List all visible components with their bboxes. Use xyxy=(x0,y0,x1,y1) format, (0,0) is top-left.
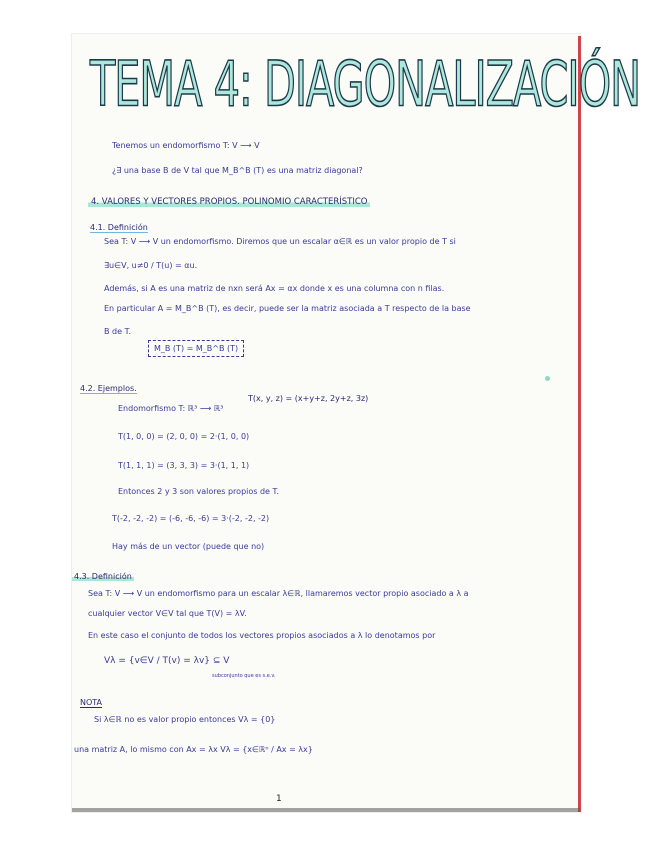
section-heading: 4. VALORES Y VECTORES PROPIOS. POLINOMIO CARACTERÍSTICO xyxy=(88,197,370,207)
paper-edge-right xyxy=(578,36,581,812)
intro-line-2: ¿∃ una base B de V tal que M_B^B (T) es una matriz diagonal? xyxy=(112,166,363,175)
def3-line-3: En este caso el conjunto de todos los vectores propios asociados a λ lo denotamos por xyxy=(88,631,436,640)
def1-line-2: ∃u∈V, u≠0 / T(u) = αu. xyxy=(104,261,198,270)
def3-line-1: Sea T: V ⟶ V un endomorfismo para un escalar λ∈ℝ, llamaremos vector propio asociado a λ a xyxy=(88,589,469,598)
def1-line-4: En particular A = M_B^B (T), es decir, puede ser la matriz asociada a T respecto de la base xyxy=(104,304,471,313)
nota-line-2: una matriz A, lo mismo con Ax = λx Vλ = {x∈ℝⁿ / Ax = λx} xyxy=(74,745,313,754)
intro-line-1: Tenemos un endomorfismo T: V ⟶ V xyxy=(112,141,260,150)
def3-line-2: cualquier vector V∈V tal que T(V) = λV. xyxy=(88,609,247,618)
nota-line-1: Si λ∈ℝ no es valor propio entonces Vλ = {0} xyxy=(94,715,276,724)
subheading-4-3: 4.3. Definición xyxy=(74,572,132,581)
example-line-4: T(1, 1, 1) = (3, 3, 3) = 3·(1, 1, 1) xyxy=(118,461,250,470)
example-line-1: Endomorfismo T: ℝ³ ⟶ ℝ³ xyxy=(118,404,224,413)
example-line-6: T(-2, -2, -2) = (-6, -6, -6) = 3·(-2, -2, -2) xyxy=(112,514,270,523)
def3-note: subconjunto que es s.e.v. xyxy=(212,673,276,679)
example-line-7: Hay más de un vector (puede que no) xyxy=(112,542,265,551)
page-title: TEMA 4: DIAGONALIZACIÓN xyxy=(90,47,641,121)
page-number: 1 xyxy=(276,794,282,804)
subheading-4-2: 4.2. Ejemplos. xyxy=(80,384,137,393)
paper-sheet xyxy=(72,34,580,812)
boxed-formula: M_B (T) = M_B^B (T) xyxy=(148,340,244,357)
ink-dot xyxy=(545,376,550,381)
def1-line-3: Además, si A es una matriz de nxn será Ax = αx donde x es una columna con n filas. xyxy=(104,284,445,293)
subheading-4-1: 4.1. Definición xyxy=(90,223,148,232)
example-line-5: Entonces 2 y 3 son valores propios de T. xyxy=(118,487,279,496)
example-line-2: T(x, y, z) = (x+y+z, 2y+z, 3z) xyxy=(248,394,369,403)
paper-edge-bottom xyxy=(72,808,580,812)
nota-heading: NOTA xyxy=(80,698,103,707)
example-line-3: T(1, 0, 0) = (2, 0, 0) = 2·(1, 0, 0) xyxy=(118,432,250,441)
def1-line-5: B de T. xyxy=(104,327,132,336)
def1-line-1: Sea T: V ⟶ V un endomorfismo. Diremos que un escalar α∈ℝ es un valor propio de T si xyxy=(104,237,456,246)
def3-formula: Vλ = {v∈V / T(v) = λv} ⊆ V xyxy=(104,656,230,666)
